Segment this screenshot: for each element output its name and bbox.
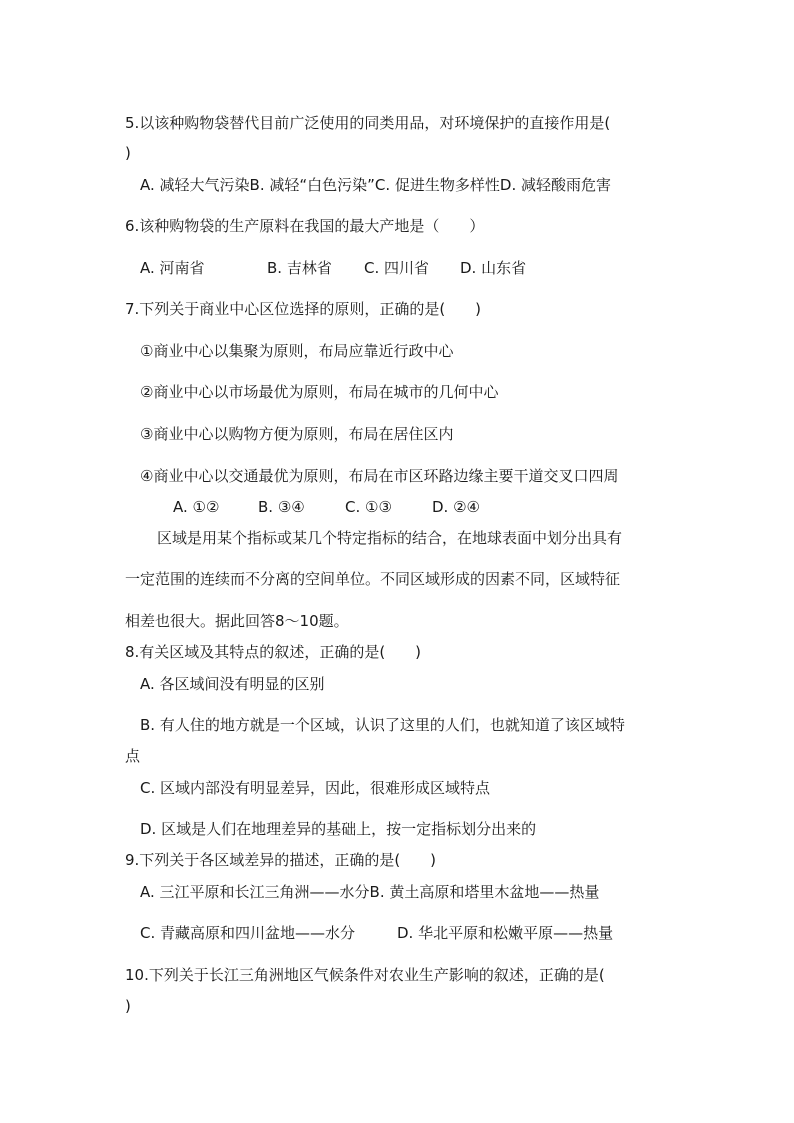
question-8-option-b-end: 点 <box>125 747 141 765</box>
question-7-option-c: C. ①③ <box>345 498 392 516</box>
question-7-option-b: B. ③④ <box>258 498 305 516</box>
question-6-option-d: D. 山东省 <box>460 259 527 277</box>
question-7-item-3: ③商业中心以购物方便为原则，布局在居住区内 <box>140 425 454 443</box>
passage-line-3: 相差也很大。据此回答8～10题。 <box>125 612 349 630</box>
question-8-option-d: D. 区域是人们在地理差异的基础上，按一定指标划分出来的 <box>140 820 537 838</box>
question-5-stem: 5.以该种购物袋替代目前广泛使用的同类用品，对环境保护的直接作用是( <box>125 114 611 132</box>
question-8-option-c: C. 区域内部没有明显差异，因此，很难形成区域特点 <box>140 779 491 797</box>
question-9-option-c: C. 青藏高原和四川盆地——水分 <box>140 924 356 942</box>
question-7-item-2: ②商业中心以市场最优为原则，布局在城市的几何中心 <box>140 383 499 401</box>
question-9-option-d: D. 华北平原和松嫩平原——热量 <box>397 924 614 942</box>
question-8-stem: 8.有关区域及其特点的叙述，正确的是( ) <box>125 643 422 661</box>
question-6-option-a: A. 河南省 <box>140 259 205 277</box>
question-8-option-b: B. 有人住的地方就是一个区域，认识了这里的人们，也就知道了该区域特 <box>140 716 625 734</box>
question-5-options: A. 减轻大气污染B. 减轻“白色污染”C. 促进生物多样性D. 减轻酸雨危害 <box>140 176 612 194</box>
question-7-option-a: A. ①② <box>173 498 220 516</box>
question-6-option-c: C. 四川省 <box>364 259 430 277</box>
passage-line-1: 区域是用某个指标或某几个特定指标的结合，在地球表面中划分出具有 <box>157 529 623 547</box>
passage-line-2: 一定范围的连续而不分离的空间单位。不同区域形成的因素不同，区域特征 <box>125 570 621 588</box>
question-7-option-d: D. ②④ <box>432 498 480 516</box>
question-5-stem-end: ) <box>125 144 131 162</box>
question-6-option-b: B. 吉林省 <box>267 259 332 277</box>
question-9-stem: 9.下列关于各区域差异的描述，正确的是( ) <box>125 851 437 869</box>
question-7-item-1: ①商业中心以集聚为原则，布局应靠近行政中心 <box>140 342 454 360</box>
question-8-option-a: A. 各区域间没有明显的区别 <box>140 675 325 693</box>
question-10-stem: 10.下列关于长江三角洲地区气候条件对农业生产影响的叙述，正确的是( <box>125 966 605 984</box>
question-10-stem-end: ) <box>125 997 131 1015</box>
question-7-item-4: ④商业中心以交通最优为原则，布局在市区环路边缘主要干道交叉口四周 <box>140 467 619 485</box>
question-9-option-ab: A. 三江平原和长江三角洲——水分B. 黄土高原和塔里木盆地——热量 <box>140 883 600 901</box>
question-7-stem: 7.下列关于商业中心区位选择的原则，正确的是( ) <box>125 300 482 318</box>
question-6-stem: 6.该种购物袋的生产原料在我国的最大产地是（ ） <box>125 217 485 235</box>
